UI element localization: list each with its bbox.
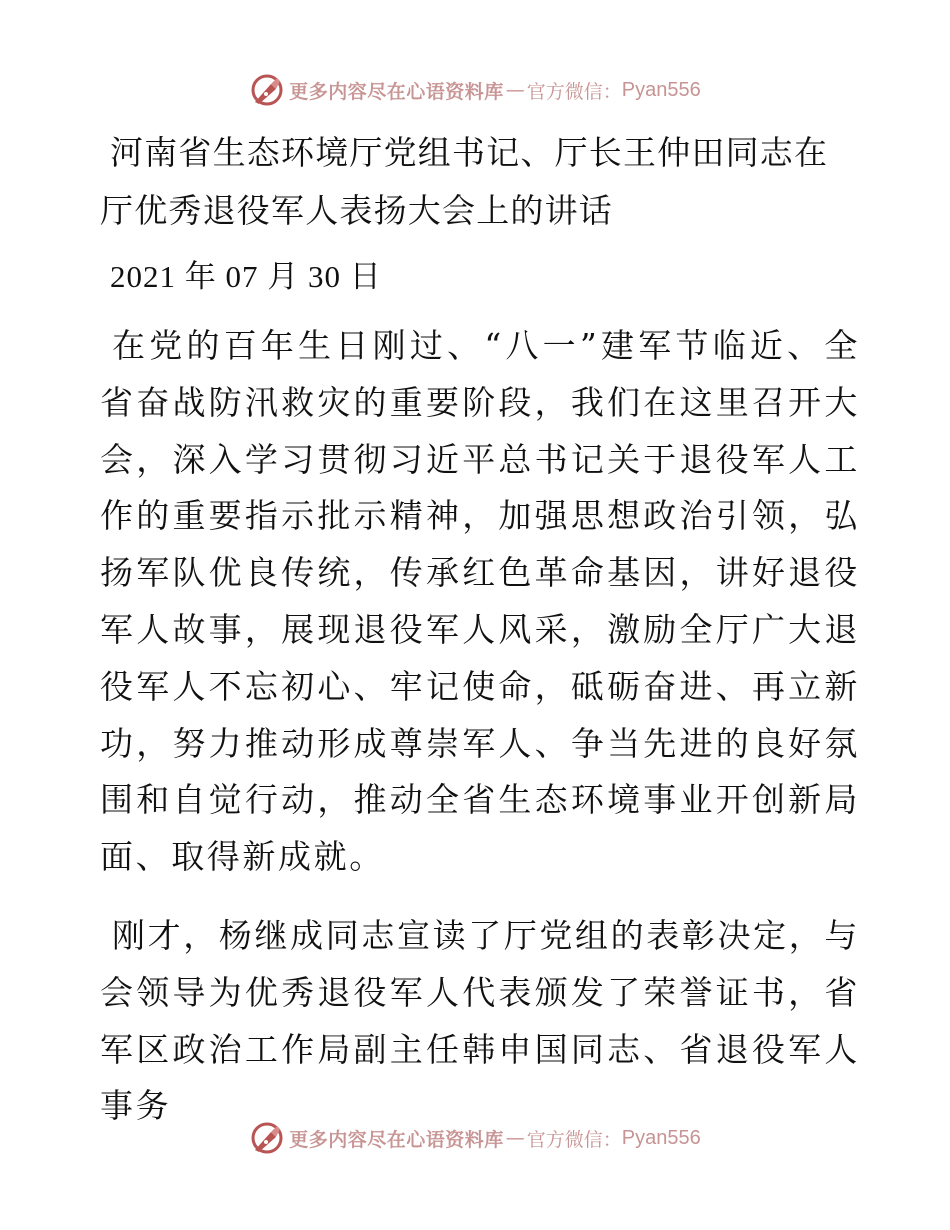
banner-wechat-label: 官方微信： xyxy=(526,1128,622,1151)
document-date: 2021 年 07 月 30 日 xyxy=(110,259,382,294)
document-body xyxy=(100,124,860,1135)
banner-wechat-id: Pyan556 xyxy=(621,78,701,101)
footer-banner xyxy=(0,1118,950,1158)
header-banner xyxy=(0,70,950,110)
paragraph-2: 刚才，杨继成同志宣读了厅党组的表彰决定，与会领导为优秀退役军人代表颁发了荣誉证书，省军区政治工作局副主任韩申国同志、省退役军人事务 xyxy=(100,915,860,1126)
banner-text: 更多内容尽在心语资料库 xyxy=(289,1128,504,1151)
document-title: 河南省生态环境厅党组书记、厅长王仲田同志在厅优秀退役军人表扬大会上的讲话 xyxy=(100,133,829,230)
pen-nib-logo-icon xyxy=(249,1120,285,1156)
paragraph-1: 在党的百年生日刚过、“八一”建军节临近、全省奋战防汛救灾的重要阶段，我们在这里召开大会，深入学习贯彻习近平总书记关于退役军人工作的重要指示批示精神，加强思想政治引领，弘扬军队优良传统，传承红色革命基因，讲好退役军人故事，展现退役军人风采，激励全厅广大退役军人不忘初心、牢记使命，砥砺奋进、再立新功，努力推动形成尊崇军人、争当先进的良好氛围和自觉行动，推动全省生态环境事业开创新局面、取得新成就。 xyxy=(100,326,860,877)
pen-nib-logo-icon xyxy=(249,72,285,108)
banner-text: 更多内容尽在心语资料库 xyxy=(289,80,504,103)
banner-dash: — xyxy=(505,1127,525,1149)
banner-wechat-id: Pyan556 xyxy=(621,1126,701,1149)
banner-dash: — xyxy=(505,79,525,101)
banner-wechat-label: 官方微信： xyxy=(526,80,622,103)
